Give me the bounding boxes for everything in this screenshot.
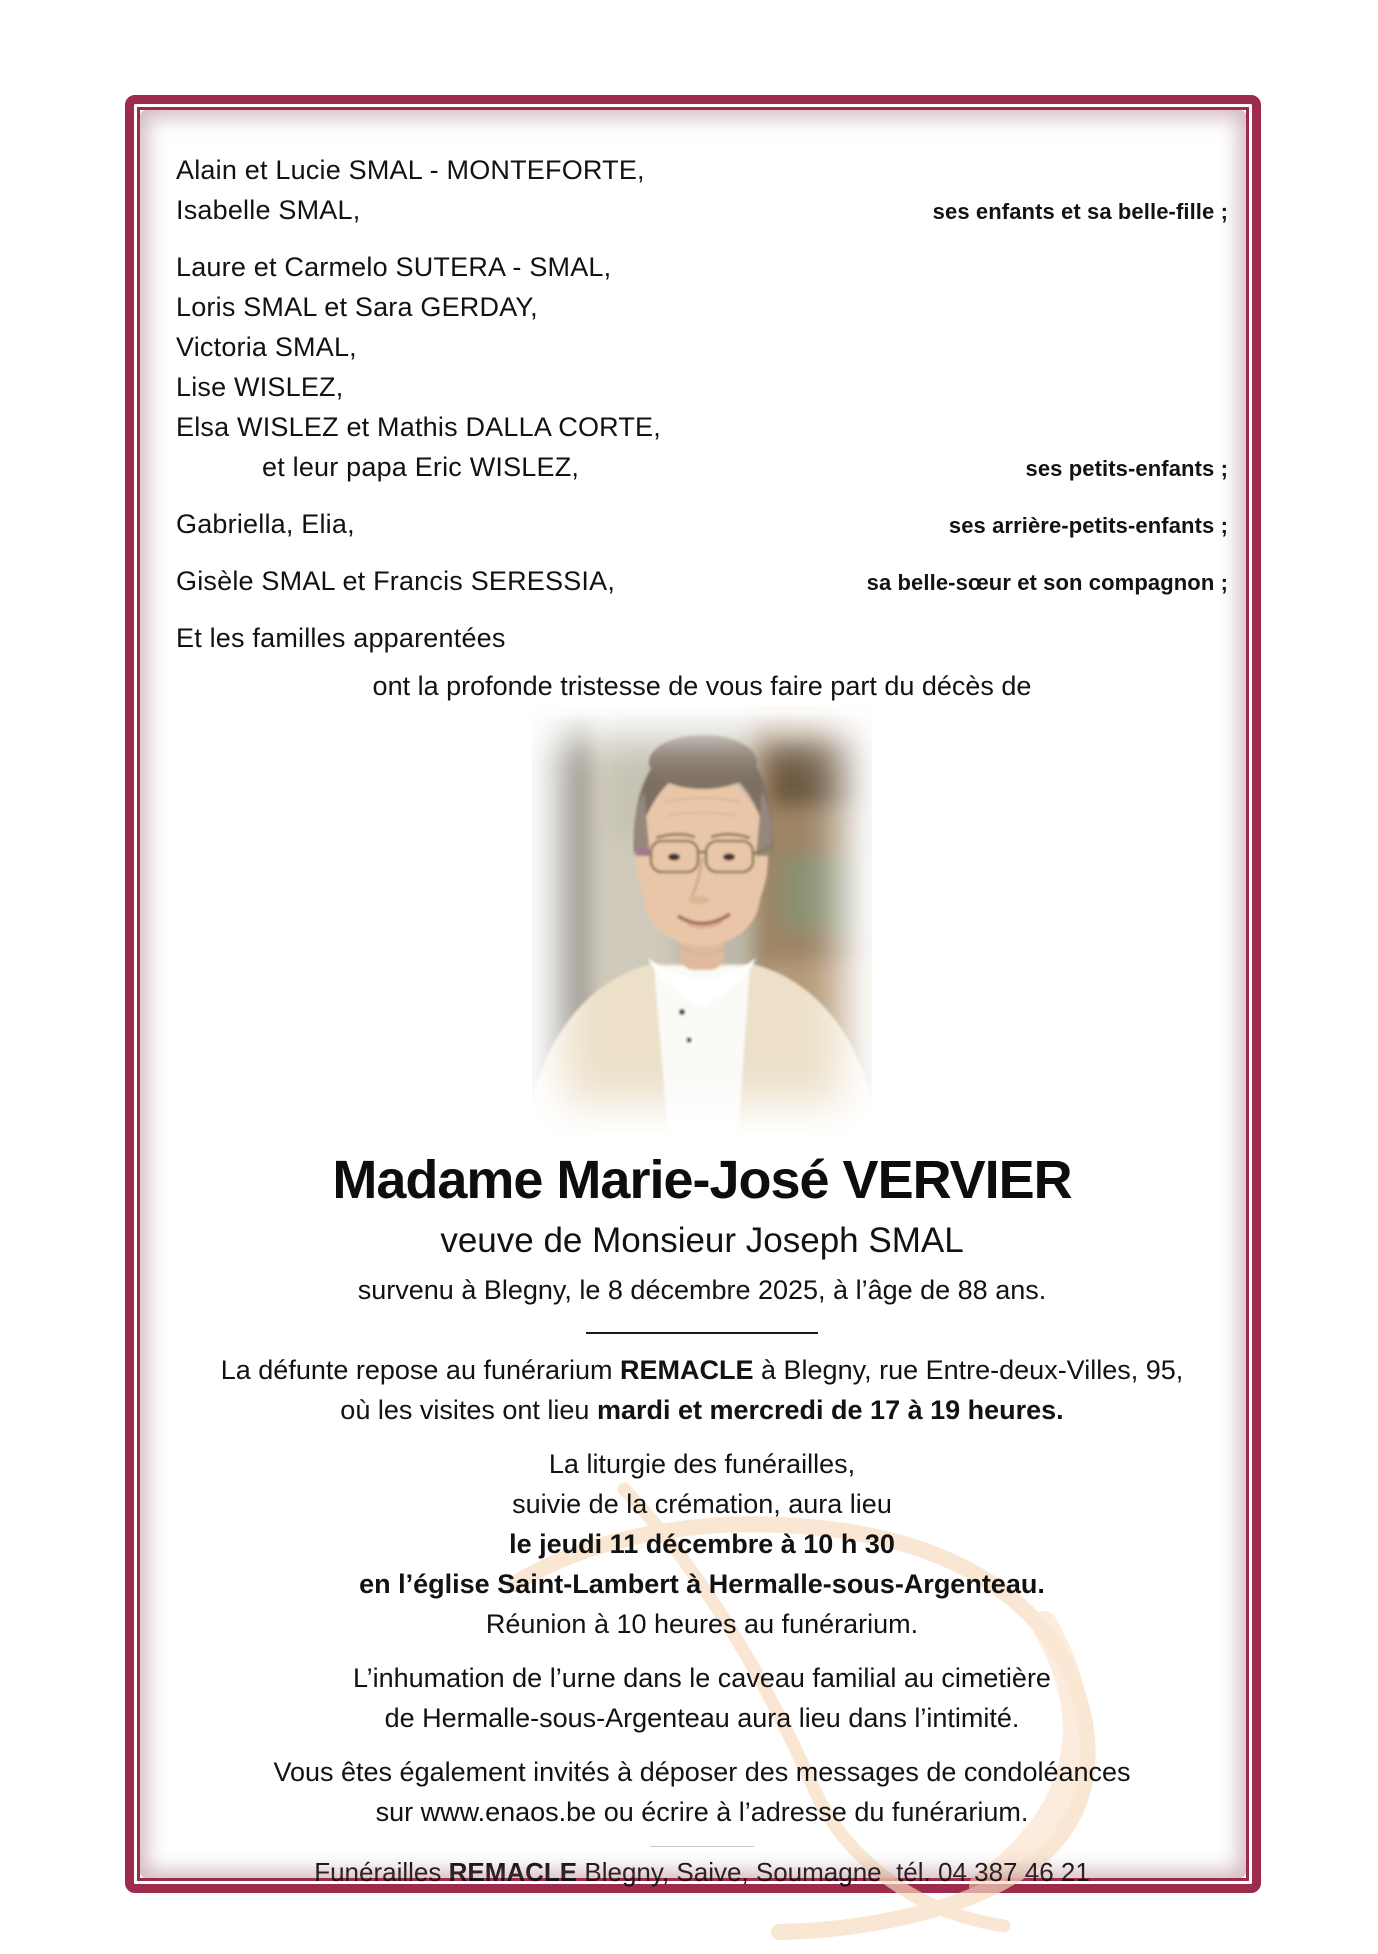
family-row (176, 287, 1228, 327)
family-member-names: Gabriella, Elia, (176, 509, 355, 539)
family-row (176, 190, 1228, 232)
visitation-line-1 (176, 1350, 1228, 1390)
family-row (176, 247, 1228, 287)
family-row (176, 150, 1228, 190)
footer-divider (650, 1846, 754, 1847)
family-row (176, 618, 1228, 658)
visitation-hours: mardi et mercredi de 17 à 19 heures. (596, 1395, 1064, 1425)
visitation-paragraph (176, 1350, 1228, 1430)
portrait-illustration (532, 706, 872, 1134)
deceased-name: Madame Marie-José VERVIER (332, 1150, 1072, 1210)
visitation-text: à Blegny, rue Entre-deux-Villes, 95, (753, 1355, 1184, 1385)
family-list (176, 150, 1228, 658)
portrait-photo (532, 706, 872, 1134)
section-divider (586, 1332, 818, 1334)
family-member-names: Laure et Carmelo SUTERA - SMAL, (176, 252, 612, 282)
family-member-names: Et les familles apparentées (176, 623, 506, 653)
family-row (176, 407, 1228, 447)
family-member-names: Gisèle SMAL et Francis SERESSIA, (176, 566, 616, 596)
visitation-line-2 (176, 1390, 1228, 1430)
inhumation-paragraph (176, 1658, 1228, 1738)
liturgy-church-line: en l’église Saint-Lambert à Hermalle-sous-Argenteau. (359, 1569, 1045, 1599)
relationship-label: sa belle-sœur et son compagnon ; (866, 570, 1228, 595)
family-member-names: et leur papa Eric WISLEZ, (262, 452, 580, 482)
family-row (176, 504, 1228, 546)
inhumation-line-2: de Hermalle-sous-Argenteau aura lieu dans l’intimité. (384, 1703, 1020, 1733)
condolences-line-2: sur www.enaos.be ou écrire à l’adresse du funérarium. (375, 1797, 1029, 1827)
announcement-intro-line: ont la profonde tristesse de vous faire part du décès de (372, 671, 1032, 701)
family-row (176, 447, 1228, 489)
relationship-label: ses petits-enfants ; (1025, 456, 1228, 481)
liturgy-line-2: suivie de la crémation, aura lieu (512, 1489, 892, 1519)
family-member-names: Victoria SMAL, (176, 332, 357, 362)
footer-contact: Blegny, Saive, Soumagne tél. 04 387 46 21 (577, 1857, 1090, 1887)
footer-funeral-home-name: REMACLE (448, 1857, 578, 1887)
visitation-text: La défunte repose au funérarium (220, 1355, 621, 1385)
relationship-label: ses enfants et sa belle-fille ; (932, 199, 1228, 224)
announcement-content (134, 104, 1252, 1887)
family-member-names: Alain et Lucie SMAL - MONTEFORTE, (176, 155, 645, 185)
liturgy-line-1: La liturgie des funérailles, (548, 1449, 856, 1479)
family-member-names: Elsa WISLEZ et Mathis DALLA CORTE, (176, 412, 661, 442)
liturgy-paragraph (176, 1444, 1228, 1644)
footer-text: Funérailles (314, 1857, 449, 1887)
family-row (176, 561, 1228, 603)
condolences-line-1: Vous êtes également invités à déposer des messages de condoléances (273, 1757, 1131, 1787)
condolences-paragraph (176, 1752, 1228, 1832)
visitation-text: où les visites ont lieu (340, 1395, 597, 1425)
liturgy-date-line: le jeudi 11 décembre à 10 h 30 (509, 1529, 895, 1559)
inhumation-line-1: L’inhumation de l’urne dans le caveau familial au cimetière (353, 1663, 1051, 1693)
family-row (176, 327, 1228, 367)
relationship-label: ses arrière-petits-enfants ; (948, 513, 1228, 538)
liturgy-meeting-line: Réunion à 10 heures au funérarium. (485, 1609, 919, 1639)
funeral-home-name: REMACLE (620, 1355, 754, 1385)
death-details-line: survenu à Blegny, le 8 décembre 2025, à l’âge de 88 ans. (357, 1275, 1047, 1305)
family-member-names: Loris SMAL et Sara GERDAY, (176, 292, 538, 322)
family-row (176, 367, 1228, 407)
family-member-names: Lise WISLEZ, (176, 372, 344, 402)
family-member-names: Isabelle SMAL, (176, 195, 361, 225)
decorative-border-frame (125, 95, 1261, 1893)
widow-line: veuve de Monsieur Joseph SMAL (440, 1221, 964, 1260)
funeral-home-footer (176, 1855, 1228, 1889)
